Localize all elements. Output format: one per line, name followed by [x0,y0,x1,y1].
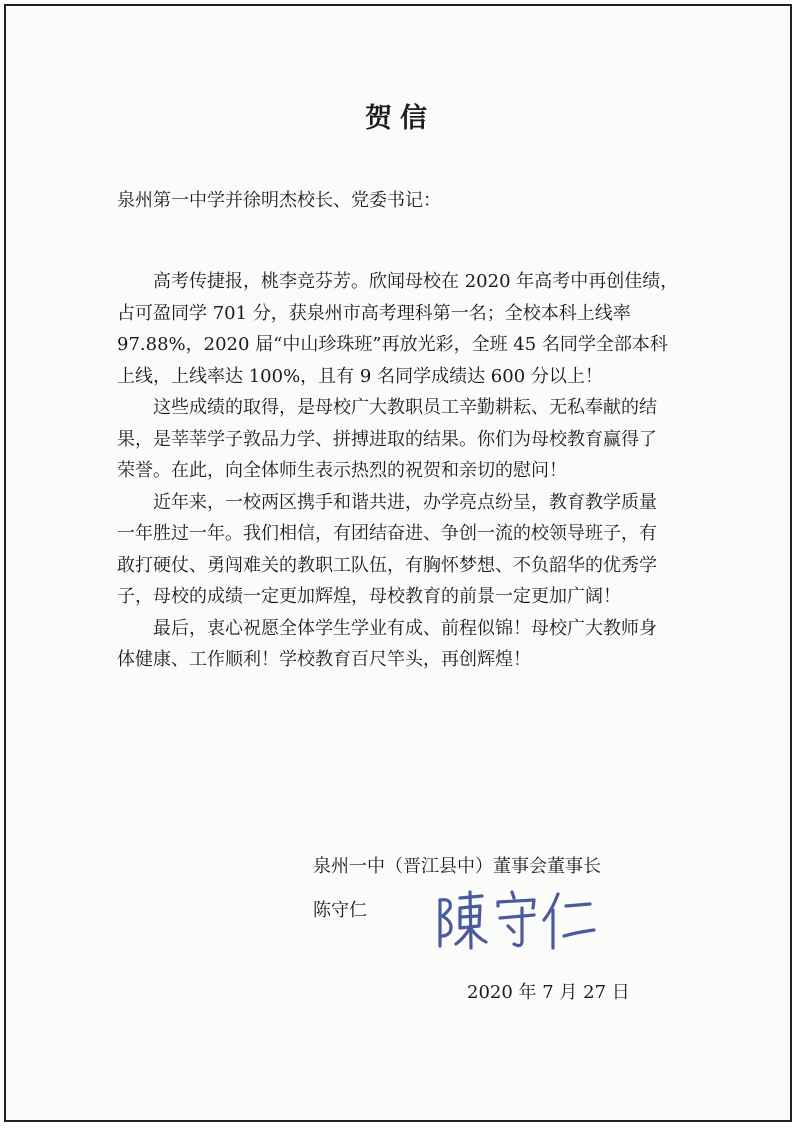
letter-body [117,266,683,676]
paragraph-line: 高考传捷报，桃李竞芬芳。欣闻母校在 2020 年高考中再创佳绩， [153,271,679,292]
paragraph-4 [117,613,683,676]
paragraph-line: 一年胜过一年。我们相信，有团结奋进、争创一流的校领导班子，有 [117,523,657,544]
paragraph-line: 果，是莘莘学子敦品力学、拼搏进取的结果。你们为母校教育赢得了 [117,428,657,450]
paragraph-line: 最后，衷心祝愿全体学生学业有成、前程似锦！母校广大教师身 [153,617,657,639]
signatory-name: 陈守仁 [313,900,367,921]
letter-title: 贺信 [365,103,435,134]
paragraph-line: 子，母校的成绩一定更加辉煌，母校教育的前景一定更加广阔！ [117,586,621,607]
paragraph-3 [117,487,683,613]
paragraph-line: 这些成绩的取得，是母校广大教职员工辛勤耕耘、无私奉献的结 [153,397,657,418]
paragraph-line: 荣誉。在此，向全体师生表示热烈的祝贺和亲切的慰问！ [117,460,567,481]
paragraph-1 [117,266,683,392]
paragraph-2 [117,392,683,487]
paragraph-line: 体健康、工作顺利！学校教育百尺竿头，再创辉煌！ [117,649,531,670]
paragraph-line: 占可盈同学 701 分，获泉州市高考理科第一名；全校本科上线率 [117,302,631,324]
paragraph-line: 上线，上线率达 100%，且有 9 名同学成绩达 600 分以上！ [117,365,603,387]
paragraph-line: 近年来，一校两区携手和谐共进，办学亮点纷呈，教育教学质量 [153,491,657,513]
salutation: 泉州第一中学并徐明杰校长、党委书记： [117,190,441,211]
signatory-organization: 泉州一中（晋江县中）董事会董事长 [313,856,601,877]
paragraph-line: 敢打硬仗、勇闯难关的教职工队伍，有胸怀梦想、不负韶华的优秀学 [117,554,657,576]
letter-date: 2020 年 7 月 27 日 [467,982,630,1003]
handwritten-signature [430,886,600,956]
paragraph-line: 97.88%，2020 届“中山珍珠班”再放光彩，全班 45 名同学全部本科 [117,334,668,355]
